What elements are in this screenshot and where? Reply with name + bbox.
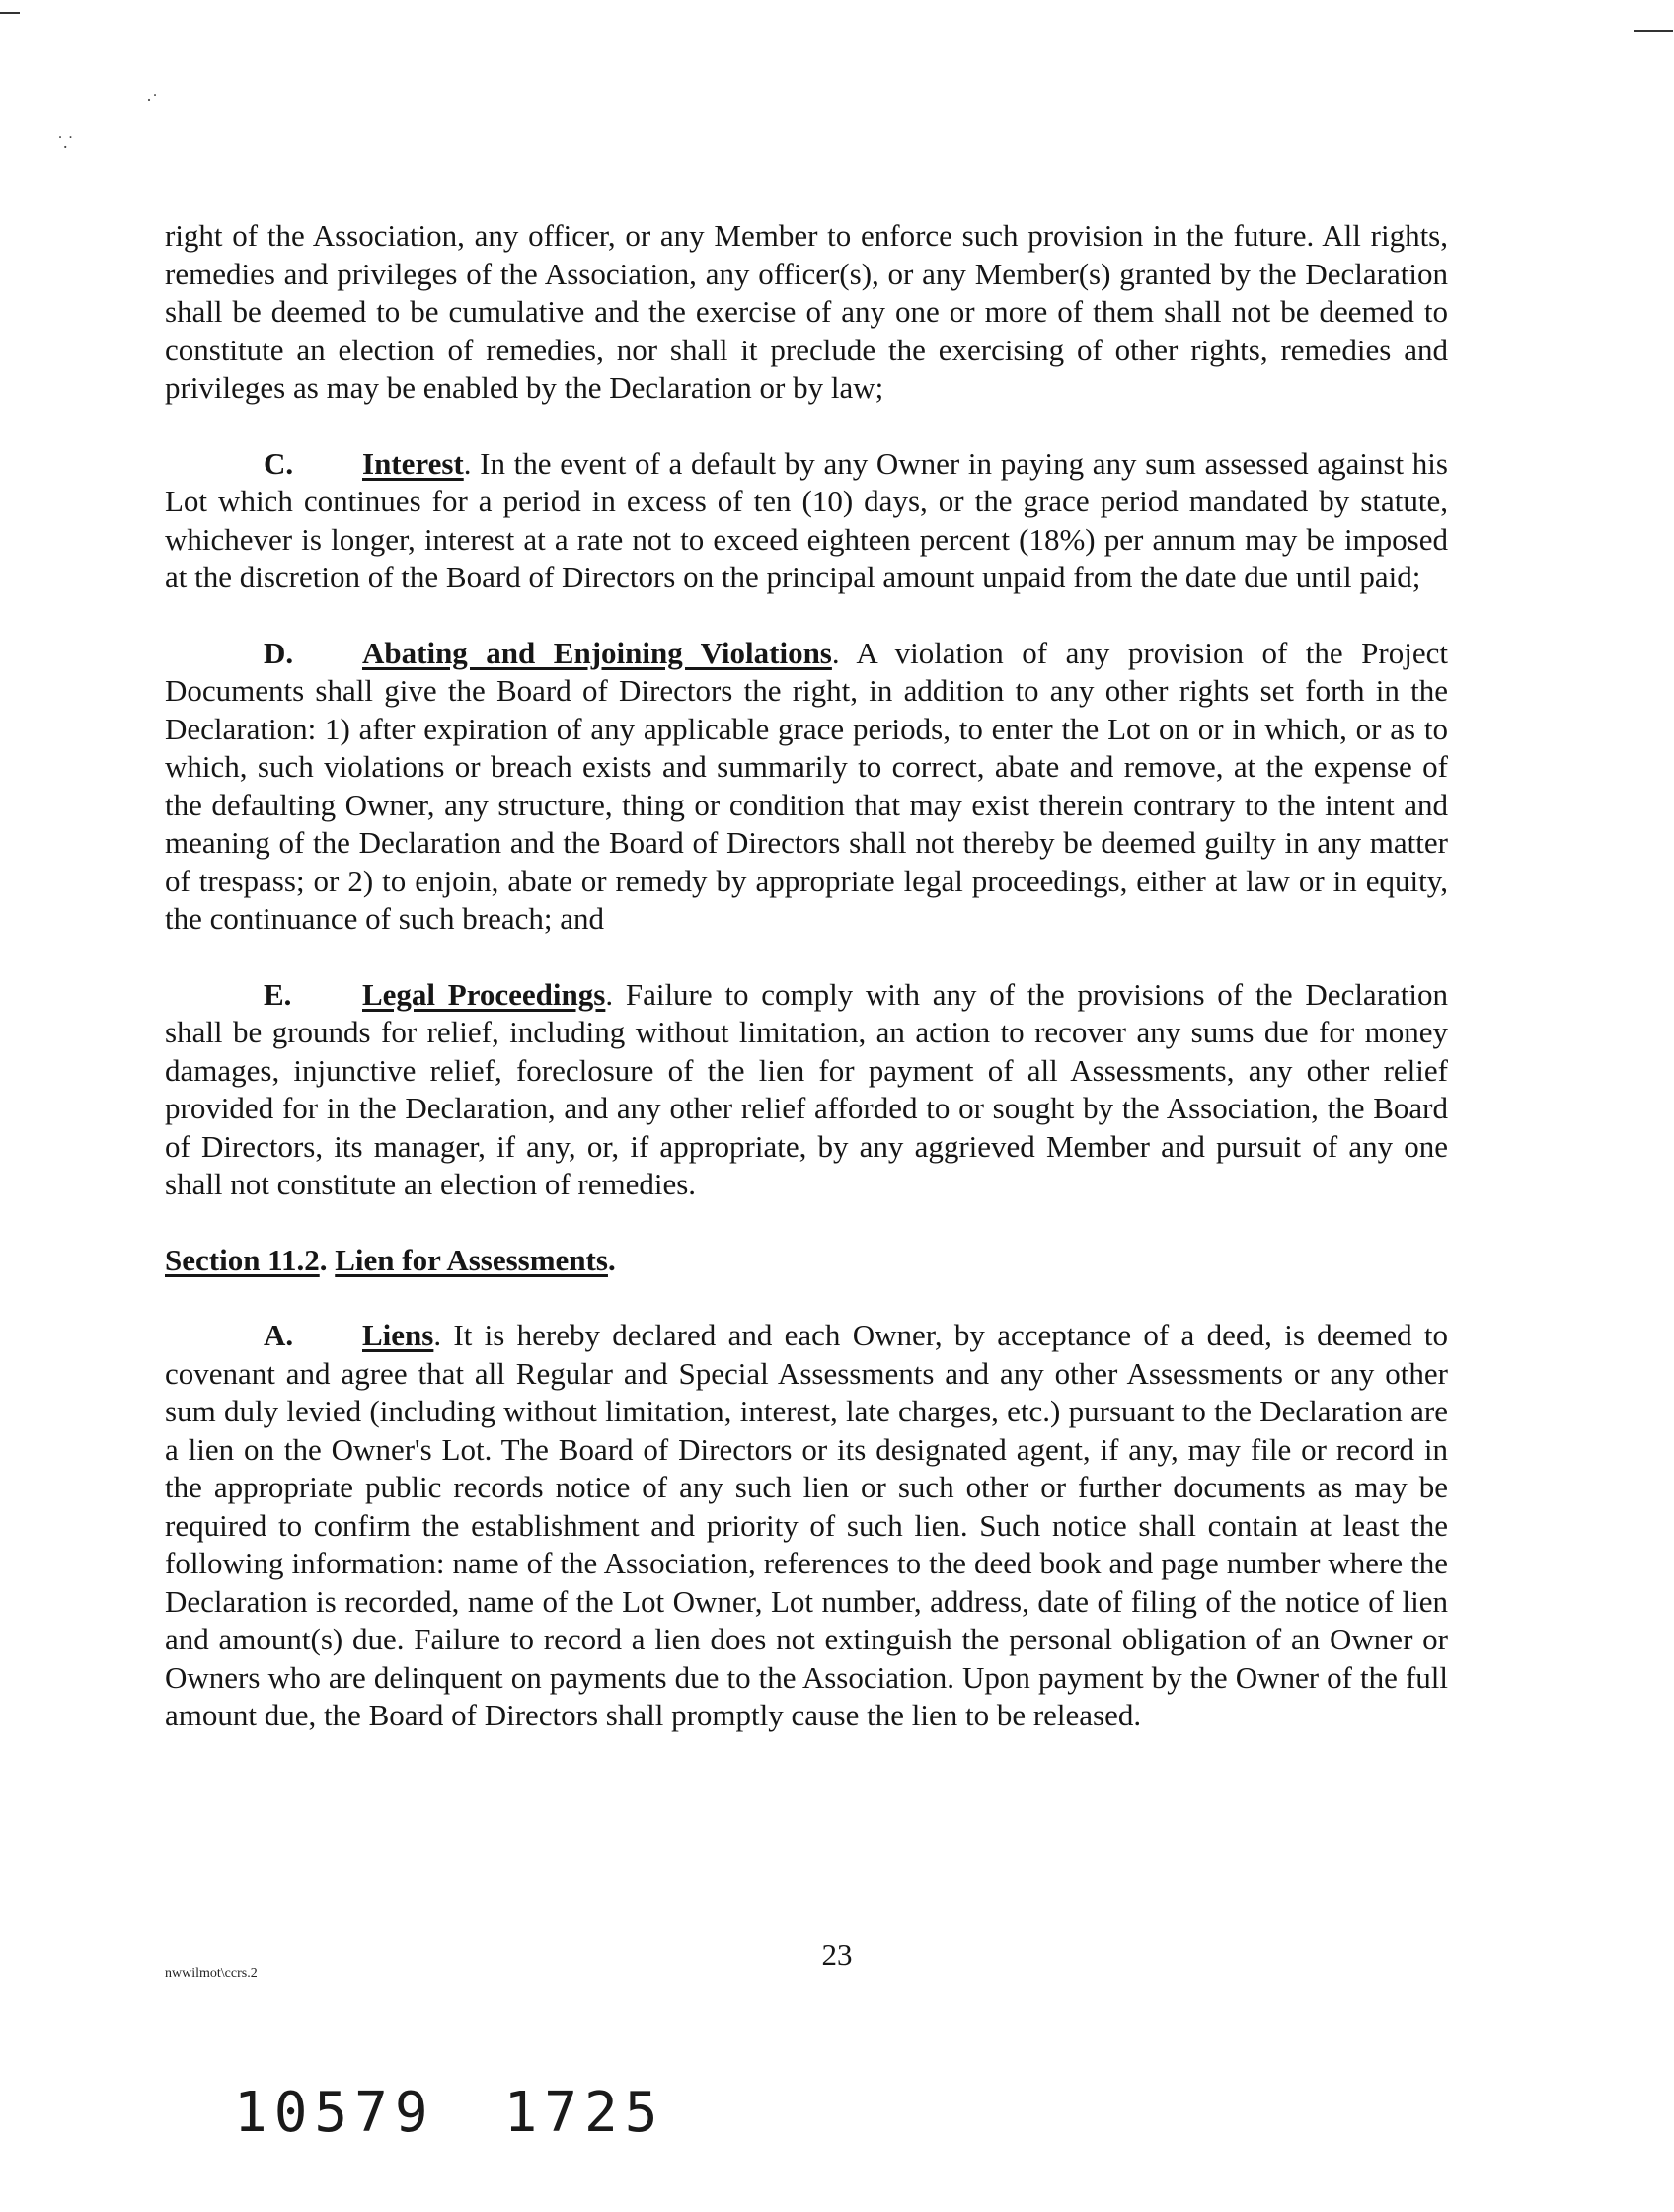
recording-stamp <box>234 2081 664 2145</box>
paragraph-letter: D. <box>264 635 294 670</box>
section-separator: . <box>319 1242 336 1277</box>
paragraph-c-interest <box>165 445 1448 597</box>
paragraph-letter: E. <box>264 976 292 1012</box>
recording-page-number: 1725 <box>503 2081 665 2145</box>
paragraph-title: Abating and Enjoining Violations <box>362 635 832 670</box>
paragraph-letter: A. <box>264 1318 294 1352</box>
intro-paragraph: right of the Association, any officer, or any Member to enforce such provision in the future. All rights, remedies and privileges of the Association, any officer(s), or any Member(s) granted by the Declaration shall be deemed to be cumulative and the exercise of any one or more of them shall not be deemed to constitute an election of remedies, nor shall it preclude the exercising of other rights, remedies and privileges as may be enabled by the Declaration or by law; <box>165 218 1448 405</box>
scan-edge-mark-left <box>0 12 20 14</box>
paragraph-title: Legal Proceedings <box>362 976 606 1012</box>
section-heading <box>165 1242 1448 1280</box>
paragraph-e-legal-proceedings <box>165 976 1448 1204</box>
paragraph-body: . In the event of a default by any Owner in paying any sum assessed against his Lot which continues for a period in excess of ten (10) days, or the grace period mandated by statute, whichever is longer, interest at a rate not to exceed eighteen percent (18%) per annum may be imposed at the discretion of the Board of Directors on the principal amount unpaid from the date due until paid; <box>165 445 1448 594</box>
recording-book-number: 10579 <box>234 2081 435 2145</box>
paragraph-title: Interest <box>362 445 464 481</box>
section-end: . <box>607 1242 616 1277</box>
section-title: Lien for Assessments <box>335 1242 608 1277</box>
footer-file-reference: nwwilmot\ccrs.2 <box>165 1966 258 1981</box>
section-number: Section 11.2 <box>165 1242 320 1277</box>
page-number: 23 <box>821 1938 853 1972</box>
paragraph-body: . Failure to comply with any of the provisions of the Declaration shall be grounds for relief, including without limitation, an action to recover any sums due for money damages, injunctive relief, foreclosure of the lien for payment of all Assessments, any other relief provided for in the Declaration, and any other relief afforded to or sought by the Association, the Board of Directors, its manager, if any, or, if appropriate, by any aggrieved Member and pursuit of any one shall not constitute an election of remedies. <box>165 976 1449 1201</box>
scan-edge-mark-right <box>1634 30 1673 32</box>
document-body <box>165 217 1448 1735</box>
paragraph-body: . It is hereby declared and each Owner, by acceptance of a deed, is deemed to covenant and agree that all Regular and Special Assessments and any other Assessments or any other sum duly levied (including without limitation, interest, late charges, etc.) pursuant to the Declaration are a lien on the Owner's Lot. The Board of Directors or its designated agent, if any, may file or record in the appropriate public records notice of any such lien or such other or further documents as may be required to confirm the establishment and priority of such lien. Such notice shall contain at least the following information: name of the Association, references to the deed book and page number where the Declaration is recorded, name of the Lot Owner, Lot number, address, date of filing of the notice of lien and amount(s) due. Failure to record a lien does not extinguish the personal obligation of an Owner or Owners who are delinquent on payments due to the Association. Upon payment by the Owner of the full amount due, the Board of Directors shall promptly cause the lien to be released. <box>165 1318 1448 1732</box>
paragraph-letter: C. <box>264 445 294 481</box>
paragraph-title: Liens <box>362 1318 434 1352</box>
paragraph-a-liens <box>165 1317 1448 1735</box>
scan-speck: ˙.˙ <box>57 132 74 152</box>
paragraph-body: . A violation of any provision of the Project Documents shall give the Board of Directors the right, in addition to any other rights set forth in the Declaration: 1) after expiration of any applicable grace periods, to enter the Lot on or in which, or as to which, such violations or breach exists and summarily to correct, abate and remove, at the expense of the defaulting Owner, any structure, thing or condition that may exist therein contrary to the intent and meaning of the Declaration and the Board of Directors shall not thereby be deemed guilty in any matter of trespass; or 2) to enjoin, abate or remedy by appropriate legal proceedings, either at law or in equity, the continuance of such breach; and <box>165 635 1448 936</box>
paragraph-d-violations <box>165 635 1448 939</box>
scan-speck: ·˙ <box>146 90 158 110</box>
